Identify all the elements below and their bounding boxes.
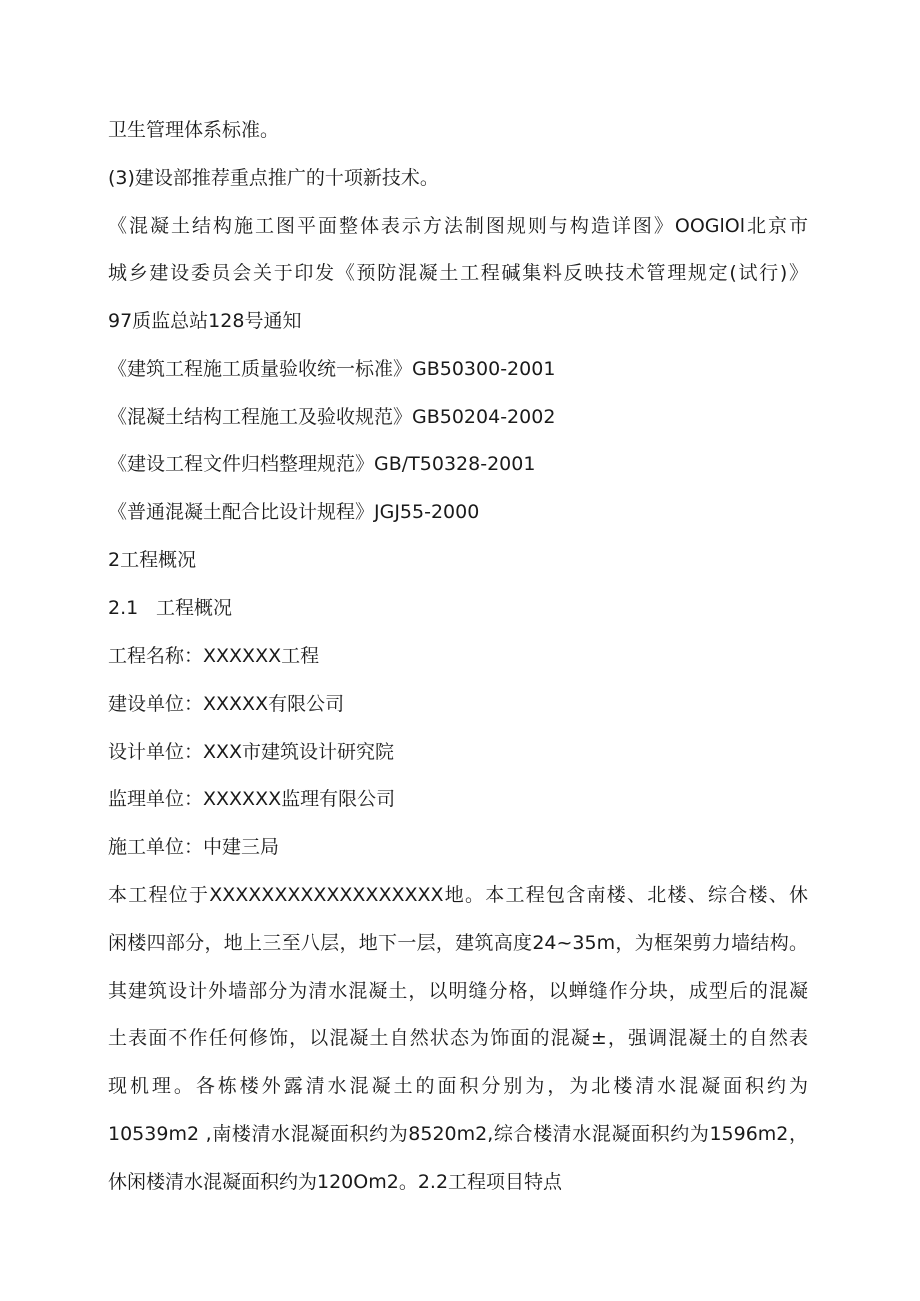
text-line: 卫生管理体系标准。: [108, 119, 280, 141]
standard-item: 《建筑工程施工质量验收统一标准》GB50300-2001: [108, 358, 556, 380]
paragraph-line: 10539m2 ,南楼清水混凝面积约为8520m2,综合楼清水混凝面积约为1596m2，: [108, 1123, 808, 1145]
text-line: 《混凝土结构施工图平面整体表示方法制图规则与构造详图》OOGlOl北京市: [108, 215, 808, 237]
info-line: 工程名称：XXXXXX工程: [108, 645, 320, 667]
info-line: 建设单位：XXXXX有限公司: [108, 693, 345, 715]
paragraph-line: 现机理。各栋楼外露清水混凝土的面积分别为，为北楼清水混凝面积约为: [108, 1075, 808, 1097]
standard-item: 《混凝土结构工程施工及验收规范》GB50204-2002: [108, 406, 556, 428]
paragraph-line: 闲楼四部分，地上三至八层，地下一层，建筑高度24~35m，为框架剪力墙结构。: [108, 932, 808, 954]
info-line: 监理单位：XXXXXX监理有限公司: [108, 788, 396, 810]
section-heading: 2工程概况: [108, 549, 197, 571]
text-line: 城乡建设委员会关于印发《预防混凝土工程碱集料反映技术管理规定(试行)》: [108, 262, 808, 284]
text-line: 97质监总站128号通知: [108, 310, 302, 332]
paragraph-line: 土表面不作任何修饰，以混凝土自然状态为饰面的混凝±，强调混凝土的自然表: [108, 1027, 808, 1049]
text-line: (3)建设部推荐重点推广的十项新技术。: [108, 167, 439, 189]
standard-item: 《建设工程文件归档整理规范》GB/T50328-2001: [108, 453, 536, 475]
info-line: 设计单位：XXX市建筑设计研究院: [108, 741, 395, 763]
paragraph-line: 本工程位于XXXXXXXXXXXXXXXXXX地。本工程包含南楼、北楼、综合楼、休: [108, 884, 808, 906]
info-line: 施工单位：中建三局: [108, 836, 280, 858]
paragraph-line: 其建筑设计外墙部分为清水混凝土，以明缝分格，以蝉缝作分块，成型后的混凝: [108, 980, 808, 1002]
subsection-title: 工程概况: [156, 597, 233, 619]
paragraph-line: 休闲楼清水混凝面积约为120Om2。2.2工程项目特点: [108, 1171, 563, 1193]
subsection-heading: [108, 596, 808, 620]
subsection-number: 2.1: [108, 597, 139, 619]
standard-item: 《普通混凝土配合比设计规程》JGJ55-2000: [108, 501, 480, 523]
